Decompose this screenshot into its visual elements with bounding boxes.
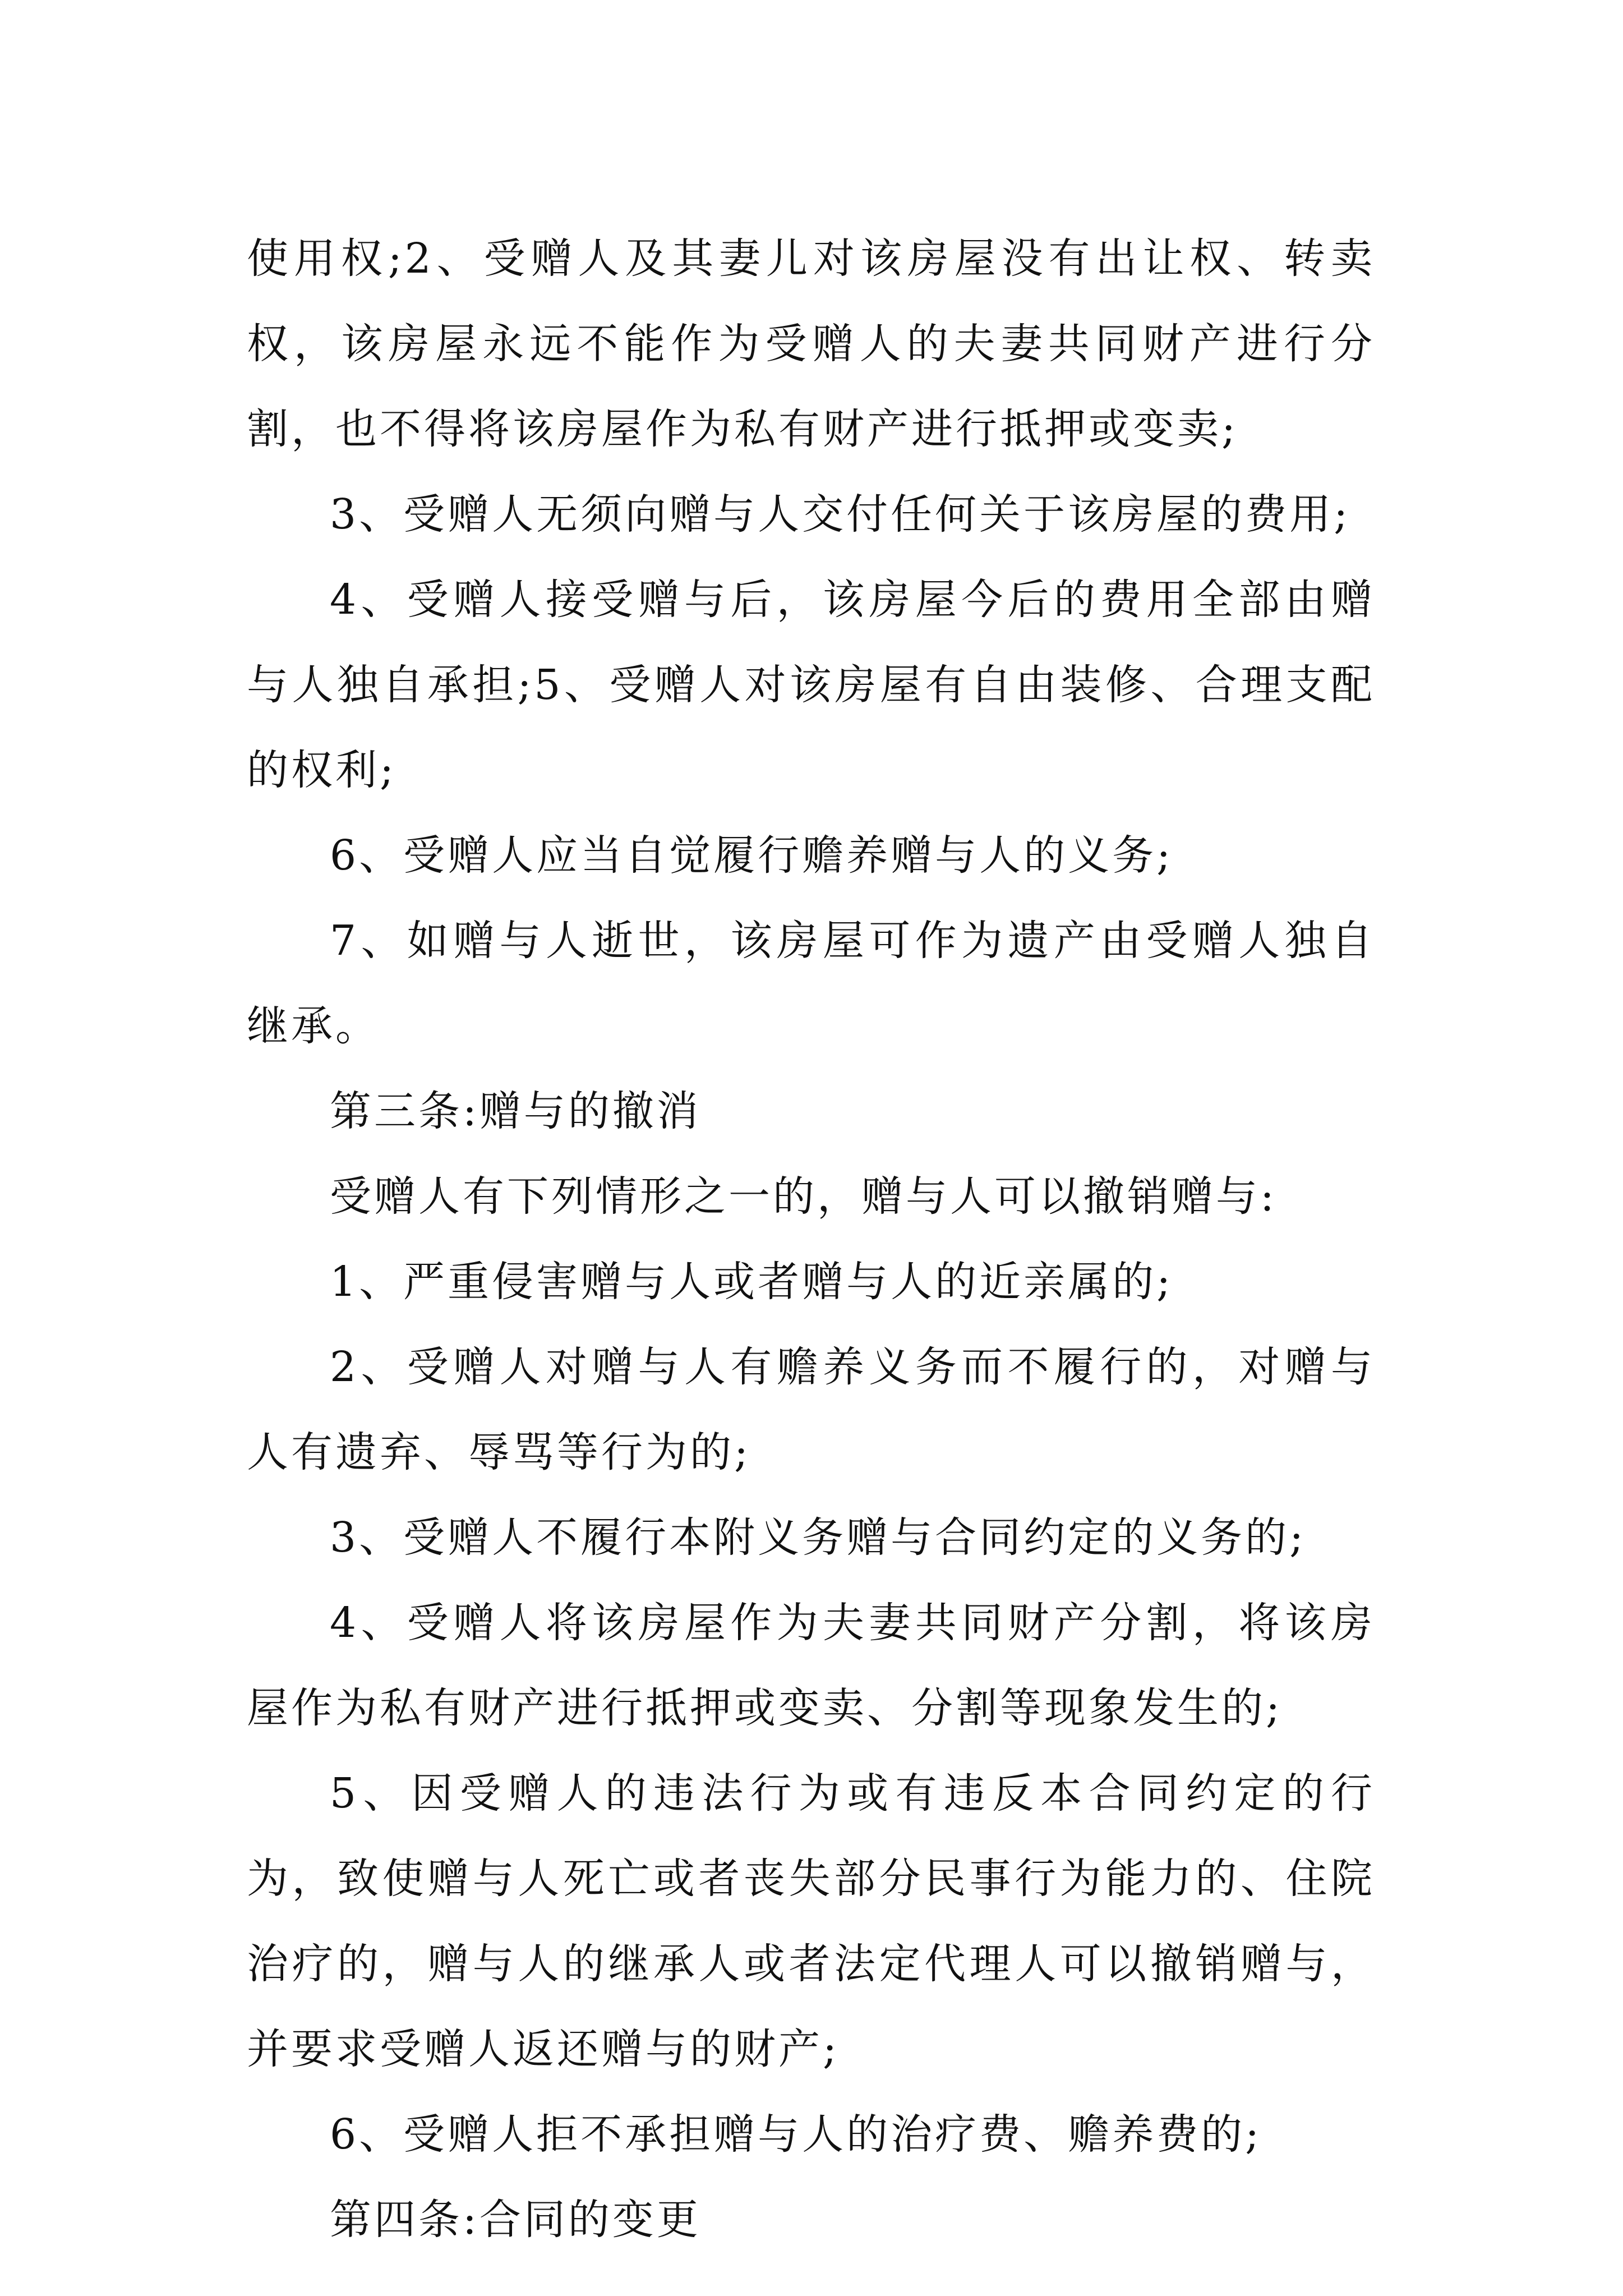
paragraph-9: 2、受赠人对赠与人有赡养义务而不履行的，对赠与人有遗弃、辱骂等行为的;	[247, 1343, 1375, 1476]
paragraph-7: 受赠人有下列情形之一的，赠与人可以撤销赠与:	[330, 1172, 1277, 1221]
paragraph-1: 使用权;2、受赠人及其妻儿对该房屋没有出让权、转卖权，该房屋永远不能作为受赠人的夫妻共同财产进行分割，也不得将该房屋作为私有财产进行抵押或变卖;	[247, 234, 1375, 453]
paragraph-2: 3、受赠人无须向赠与人交付任何关于该房屋的费用;	[330, 490, 1351, 539]
paragraph-11: 4、受赠人将该房屋作为夫妻共同财产分割，将该房屋作为私有财产进行抵押或变卖、分割等现象发生的;	[247, 1599, 1375, 1732]
section-heading-3: 第三条:赠与的撤消	[330, 1087, 701, 1135]
paragraph-4: 6、受赠人应当自觉履行赡养赠与人的义务;	[330, 831, 1174, 880]
paragraph-3: 4、受赠人接受赠与后，该房屋今后的费用全部由赠与人独自承担;5、受赠人对该房屋有自由装修、合理支配的权利;	[247, 576, 1375, 794]
paragraph-8: 1、严重侵害赠与人或者赠与人的近亲属的;	[330, 1258, 1174, 1306]
paragraph-5: 7、如赠与人逝世，该房屋可作为遗产由受赠人独自继承。	[247, 917, 1375, 1050]
paragraph-10: 3、受赠人不履行本附义务赠与合同约定的义务的;	[330, 1513, 1307, 1562]
paragraph-13: 6、受赠人拒不承担赠与人的治疗费、赡养费的;	[330, 2110, 1262, 2159]
paragraph-12: 5、因受赠人的违法行为或有违反本合同约定的行为，致使赠与人死亡或者丧失部分民事行为能力的、住院治疗的，赠与人的继承人或者法定代理人可以撤销赠与，并要求受赠人返还赠与的财产;	[247, 1769, 1375, 2073]
document-body	[247, 216, 1375, 2262]
section-heading-4: 第四条:合同的变更	[330, 2196, 701, 2244]
